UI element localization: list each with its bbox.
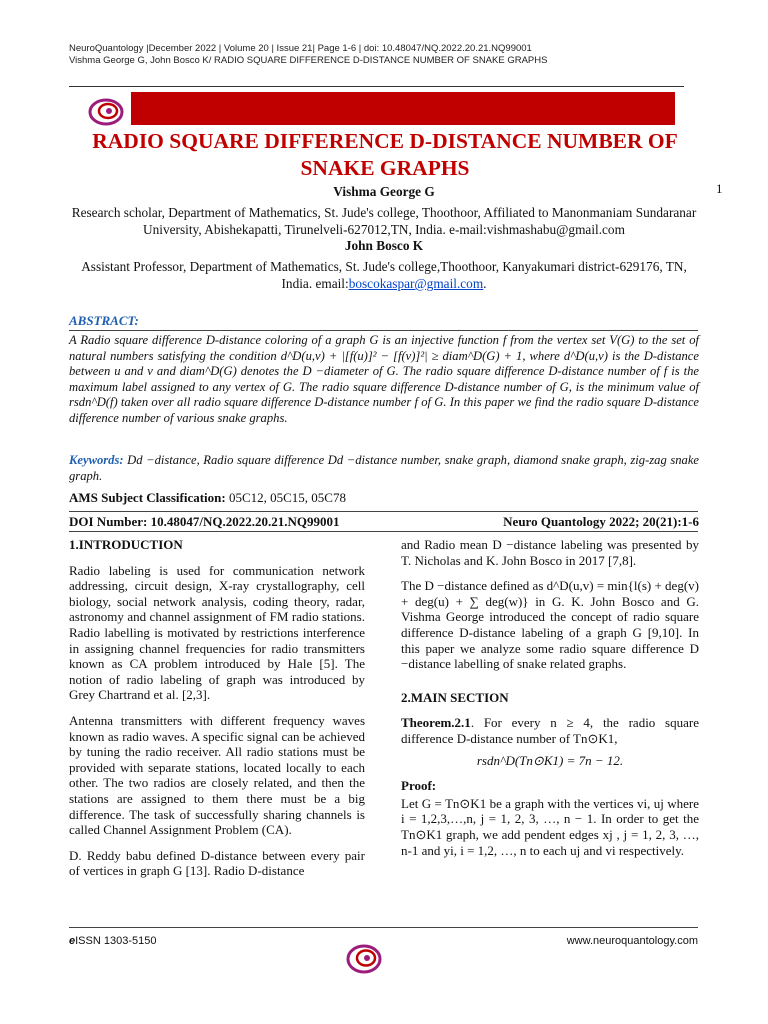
journal-reference: Neuro Quantology 2022; 20(21):1-6 (503, 514, 699, 529)
abstract-top-rule (69, 330, 698, 331)
theorem-statement (401, 715, 699, 746)
footer-logo-icon (346, 943, 382, 975)
theorem-text: . For every n ≥ 4, the radio square difference D-distance number of Tn⊙K1, (401, 715, 699, 746)
intro-paragraph-3: D. Reddy babu defined D-distance between every pair of vertices in graph G [13]. Radio D-distance (69, 847, 365, 879)
author-name: John Bosco K (344, 238, 424, 253)
journal-website[interactable]: www.neuroquantology.com (566, 935, 698, 947)
abstract-heading: ABSTRACT: (69, 313, 139, 328)
author-name: Vishma George G (333, 184, 435, 199)
theorem-label: Theorem.2.1 (401, 715, 471, 731)
intro-paragraph-1: Radio labeling is used for communication network addressing, circuit design, X-ray crystallography, cell biology, social network analysis, coding theory, radar, astronomy and channel assignment of FM radio stations. Radio labelling is motivated by restrictions interference in assigning channel frequencies for radio transmitters known as CA problem introduced by Hale [5]. The notion of radio labeling of graph was introduced by Grey Chartrand et al. [2,3]. (69, 562, 365, 703)
footer-rule (69, 927, 698, 928)
doi-number: DOI Number: 10.48047/NQ.2022.20.21.NQ99001 (69, 514, 340, 529)
section-heading-introduction: 1.INTRODUCTION (69, 537, 183, 552)
keywords (69, 452, 699, 484)
author-affiliation: Research scholar, Department of Mathematics, St. Jude's college, Thoothoor, Affiliated to Manonmaniam Sundaranar University, Abishekapatti, Tirunelveli-627012,TN, India. e-mail:vishmashabu@gmail.com (71, 205, 697, 237)
page-number: 1 (716, 181, 723, 196)
header-rule (69, 86, 684, 87)
author-block-1 (69, 183, 699, 238)
doi-row (69, 514, 699, 530)
header-citation: NeuroQuantology |December 2022 | Volume 20 | Issue 21| Page 1-6 | doi: 10.48047/NQ.2022.20.21.NQ99001 (69, 43, 532, 54)
doi-top-rule (69, 511, 698, 512)
proof-text: Let G = Tn⊙K1 be a graph with the vertices vi, uj where i = 1,2,3,…,n, j = 1, 2, 3, …, n − 1. In order to get the Tn⊙K1 graph, we add pendent edges xj , j = 1, 2, 3, …, n-1 and yi, i = 1,2, …, n to each uj and vi respectively. (401, 795, 699, 858)
ams-classification (69, 490, 346, 506)
eissn-prefix: e (69, 935, 76, 947)
journal-logo-icon (88, 97, 124, 127)
header-authors-title: Vishma George G, John Bosco K/ RADIO SQUARE DIFFERENCE D-DISTANCE NUMBER OF SNAKE GRAPHS (69, 55, 548, 66)
left-column (69, 537, 365, 889)
ams-label: AMS Subject Classification: (69, 490, 226, 505)
ams-codes: 05C12, 05C15, 05C78 (225, 490, 346, 505)
doi-bottom-rule (69, 531, 698, 532)
keywords-text: Dd −distance, Radio square difference Dd −distance number, snake graph, diamond snake graph, zig-zag snake graph. (69, 453, 699, 483)
author-email-link[interactable]: boscokaspar@gmail.com (348, 276, 484, 291)
proof-label: Proof: (401, 778, 437, 794)
keywords-label: Keywords: (69, 453, 124, 467)
right-column (401, 537, 699, 868)
affiliation-trail: . (483, 276, 487, 291)
eissn-number: ISSN 1303-5150 (75, 935, 157, 947)
title-banner (131, 92, 675, 125)
section-heading-main: 2.MAIN SECTION (401, 689, 509, 705)
running-header (69, 43, 547, 67)
intro-paragraph-4: and Radio mean D −distance labeling was presented by T. Nicholas and K. John Bosco in 2017 [7,8]. (401, 537, 699, 568)
eissn (69, 935, 156, 947)
author-affiliation: Assistant Professor, Department of Mathematics, St. Jude's college,Thoothoor, Kanyakumari district-629176, TN, India. email: (81, 259, 687, 291)
intro-paragraph-2: Antenna transmitters with different frequency waves known as radio waves. A specific signal can be achieved by tuning the radio receiver. All radio stations must be provided with separate stations, located locally to each other. The two radios are closely related, and then the stations are assigned to them there must be a big difference. The task of successfully sharing channels is called Channel Assignment Problem (CA). (69, 712, 365, 838)
author-block-2 (69, 237, 699, 292)
paper-title: RADIO SQUARE DIFFERENCE D-DISTANCE NUMBER OF SNAKE GRAPHS (92, 129, 678, 180)
abstract-text: A Radio square difference D-distance coloring of a graph G is an injective function f from the vertex set V(G) to the set of natural numbers satisfying the condition d^D(u,v) + |[f(u)]² − [f(v)]²| ≥ diam^D(G) + 1, where d^D(u,v) is the D-distance between u and v and diam^D(G) denotes the D −diameter of G. The radio square difference D-distance number of f is the maximum label assigned to any vertex of G. The radio square difference D-distance number of G, is the minimum value of rsdn^D(f) taken over all radio square difference D-distance number f of G. In this paper we find the radio square D-distance difference number of various snake graphs. (69, 333, 699, 425)
intro-paragraph-5: The D −distance defined as d^D(u,v) = min{l(s) + deg(v) + deg(u) + ∑ deg(w)} in G. K. John Bosco and G. Vishma George introduced the concept of radio square difference D-distance labeling of a graph G [9,10]. In this paper we analyze some radio square difference D −distance labelling of snake related graphs. (401, 578, 699, 672)
theorem-formula: rsdn^D(Tn⊙K1) = 7n − 12. (476, 752, 624, 768)
